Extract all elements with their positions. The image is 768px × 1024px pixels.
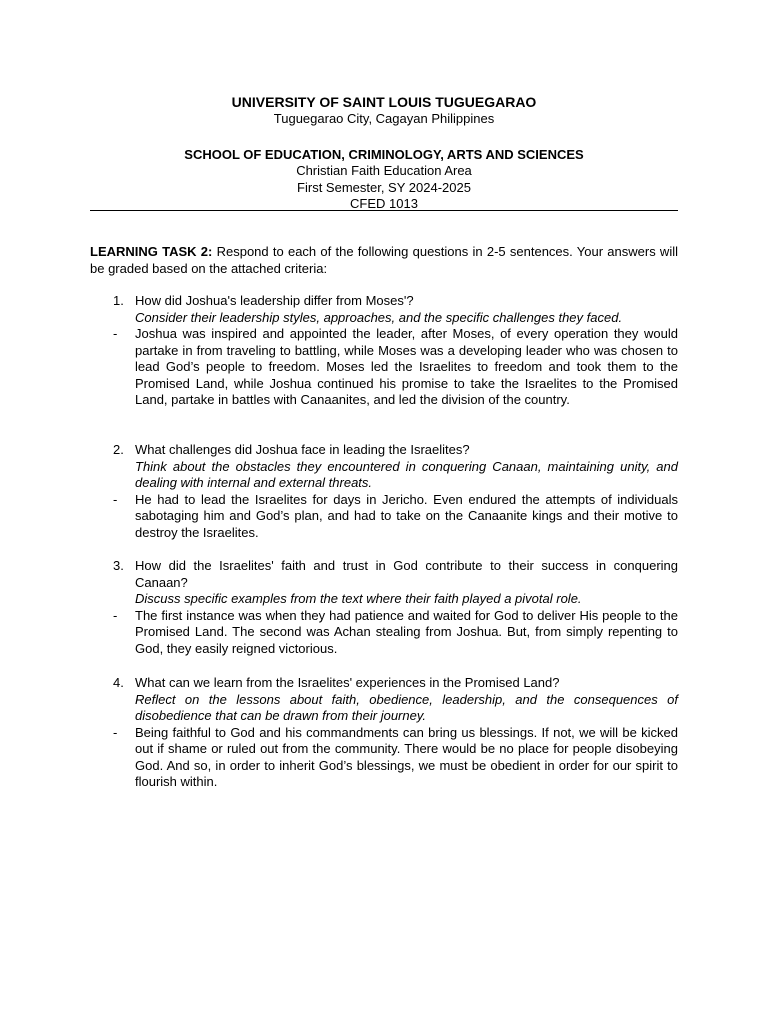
task-instructions [90, 244, 678, 277]
header-divider [90, 210, 678, 211]
question-text: How did Joshua's leadership differ from Moses'? [135, 293, 414, 308]
university-name: UNIVERSITY OF SAINT LOUIS TUGUEGARAO [231, 94, 537, 110]
question-number: 4. [113, 675, 124, 690]
question-number: 3. [113, 558, 124, 573]
answer-bullet: - [113, 607, 118, 623]
task-label: LEARNING TASK 2: [90, 244, 213, 259]
course-code: CFED 1013 [350, 196, 418, 211]
document-header [90, 94, 678, 213]
question-number: 2. [113, 442, 124, 457]
question-item-1 [90, 293, 678, 409]
answer-text: He had to lead the Israelites for days in Jericho. Even endured the attempts of individuals sabotaging him and God’s plan, and had to take on the Canaanite kings and their motive to destroy the Israelites. [135, 491, 678, 540]
answer-bullet: - [113, 724, 118, 740]
question-number: 1. [113, 293, 124, 308]
question-item-3 [90, 558, 678, 657]
task-instruction-text: Respond to each of the following questions in 2-5 sentences. Your answers will be graded based on the attached criteria: [90, 244, 678, 276]
semester: First Semester, SY 2024-2025 [297, 179, 471, 195]
answer-text: The first instance was when they had patience and waited for God to deliver His people to the Promised Land. The second was Achan stealing from Joshua. But, from simply repenting to God, they easily reigned victorious. [135, 607, 678, 656]
area-name: Christian Faith Education Area [296, 163, 472, 178]
question-hint: Consider their leadership styles, approaches, and the specific challenges they faced. [135, 309, 623, 325]
question-text: What challenges did Joshua face in leading the Israelites? [135, 442, 470, 457]
answer-text: Joshua was inspired and appointed the leader, after Moses, of every operation they would partake in from traveling to battling, while Moses was a developing leader who was chosen to lead God’s people to freedom. Moses led the Israelites to freedom and took them to the Promised Land, while Joshua continued his promise to take the Israelites to the Promised Land, partake in battles with Canaanites, and led the division of the country. [135, 326, 678, 407]
question-text: How did the Israelites' faith and trust in God contribute to their success in conquering Canaan? [135, 558, 678, 590]
answer-text: Being faithful to God and his commandments can bring us blessings. If not, we will be kicked out if shame or ruled out from the community. There would be no place for people disobeying God. And so, in order to inherit God’s blessings, we must be obedient in order for our spirit to flourish within. [135, 724, 678, 789]
question-item-4 [90, 675, 678, 791]
question-item-2 [90, 442, 678, 541]
question-hint: Discuss specific examples from the text where their faith played a pivotal role. [135, 591, 582, 606]
question-hint: Reflect on the lessons about faith, obedience, leadership, and the consequences of disobedience that can be drawn from their journey. [135, 691, 678, 723]
school-name: SCHOOL OF EDUCATION, CRIMINOLOGY, ARTS AND SCIENCES [184, 146, 584, 162]
university-location: Tuguegarao City, Cagayan Philippines [273, 111, 495, 126]
answer-bullet: - [113, 491, 118, 507]
question-text: What can we learn from the Israelites' experiences in the Promised Land? [135, 675, 560, 690]
answer-bullet: - [113, 326, 118, 341]
question-hint: Think about the obstacles they encountered in conquering Canaan, maintaining unity, and dealing with internal and external threats. [135, 458, 678, 490]
